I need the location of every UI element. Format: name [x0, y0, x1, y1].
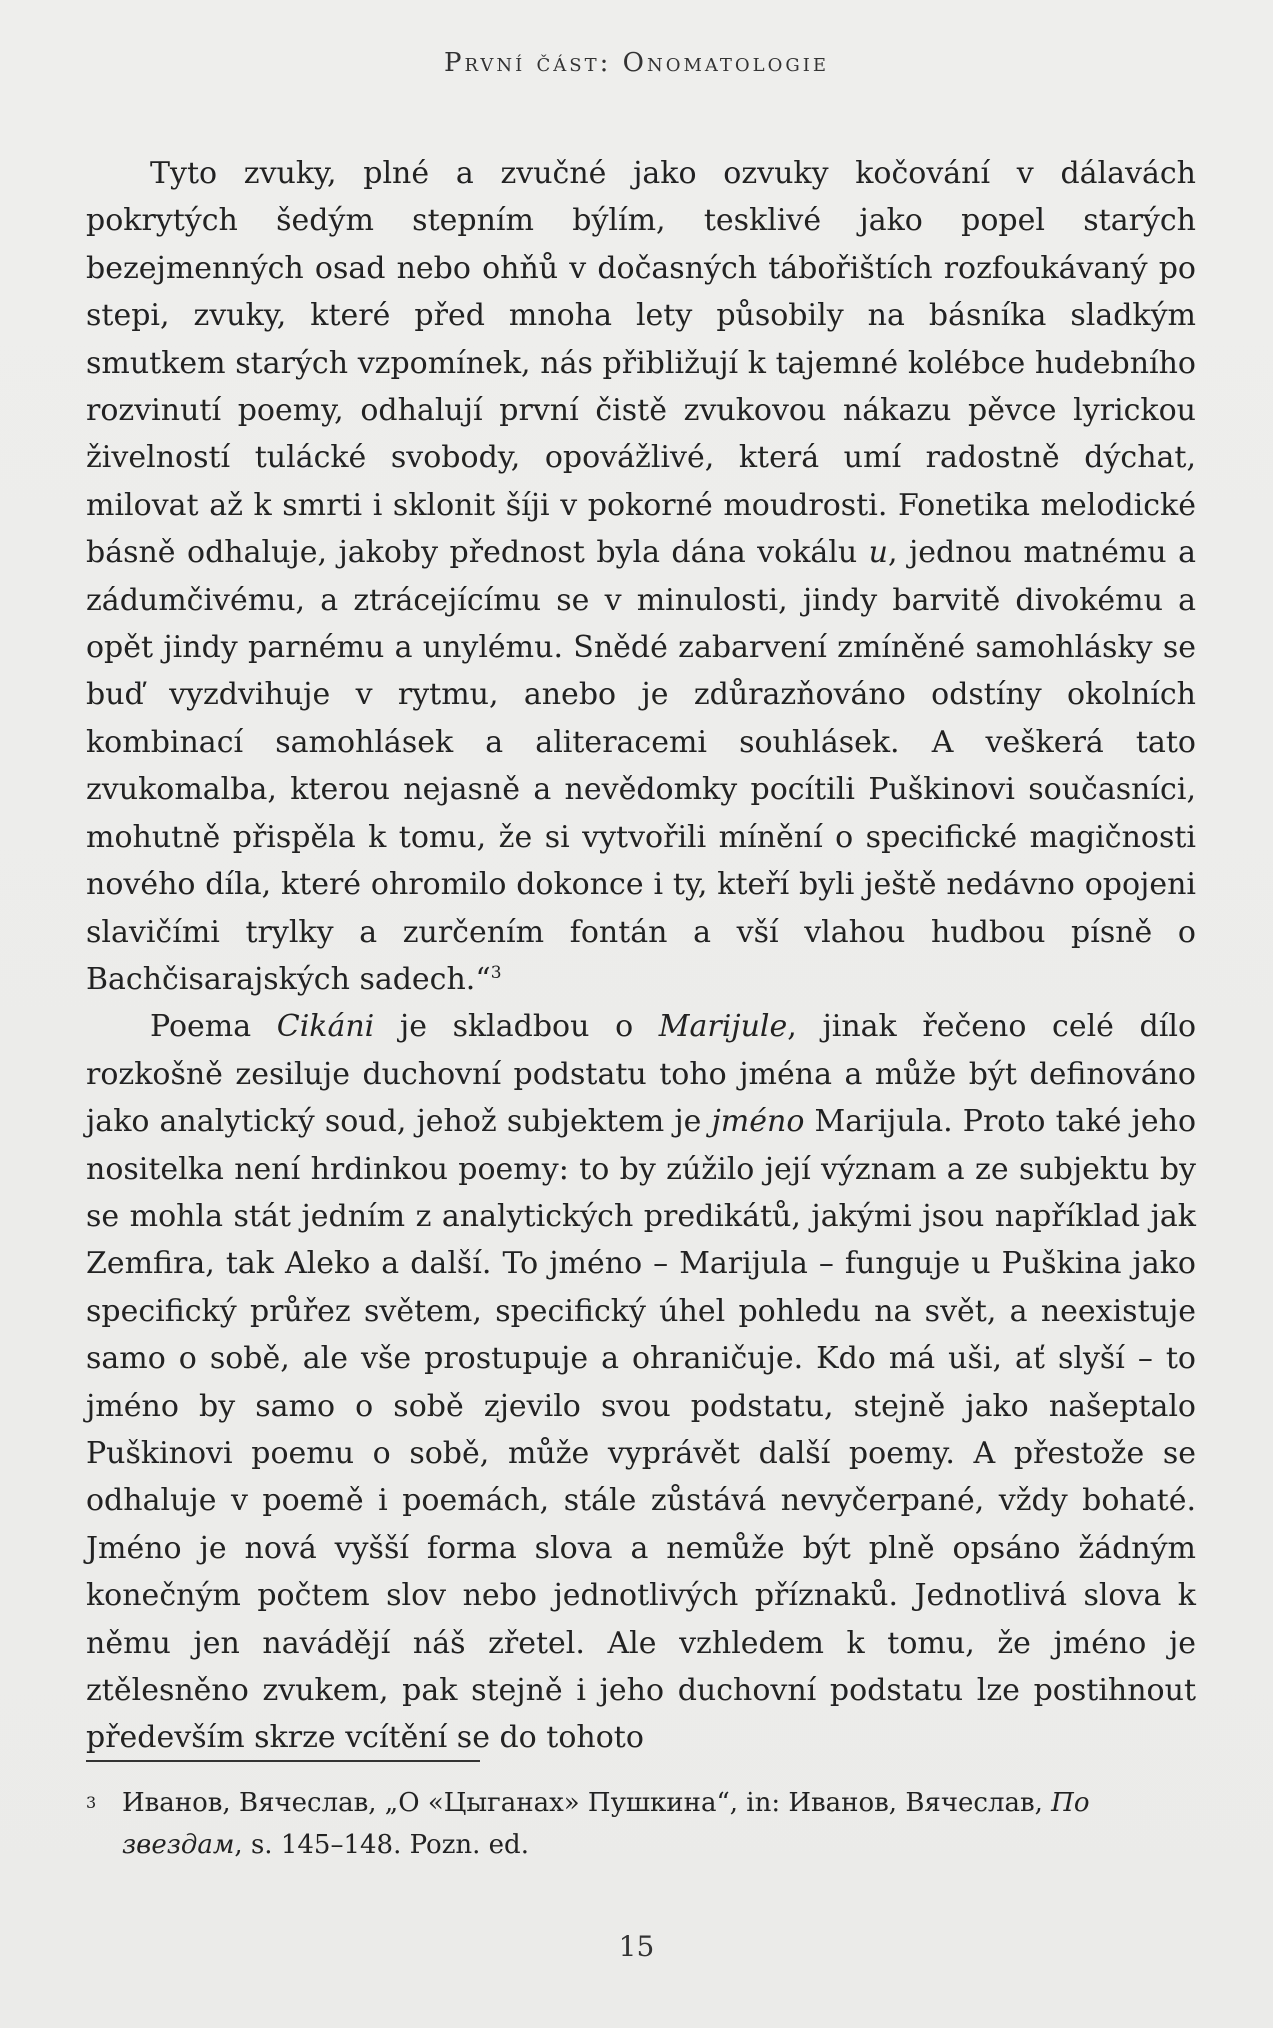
paragraph-1: Tyto zvuky, plné a zvučné jako ozvuky kočování v dálavách pokrytých šedým stepním býlím, tesklivé jako popel starých bezejmenných osad nebo ohňů v dočasných tábořištích rozfoukávaný po stepi, zvuky, které před mnoha lety působily na básníka sladkým smutkem starých vzpomínek, nás přibližují k tajemné kolébce hudebního rozvinutí poemy, odhalují první čistě zvukovou nákazu pěvce lyrickou živelností tulácké svobody, opovážlivé, která umí radostně dýchat, milovat až k smrti i sklonit šíji v pokorné moudrosti. Fonetika melodické básně odhaluje, jakoby přednost byla dána vokálu u, jednou matnému a zádumčivému, a ztrácejícímu se v minulosti, jindy barvitě divokému a opět jindy parnému a unylému. Snědé zabarvení zmíněné samohlásky se buď vyzdvihuje v rytmu, anebo je zdůrazňováno odstíny okolních kombinací samohlásek a aliteracemi souhlásek. A veškerá tato zvukomalba, kterou nejasně a nevědomky pocítili Puškinovi současníci, mohutně přispěla k tomu, že si vytvořili mínění o specifické magičnosti nového díla, které ohromilo dokonce i ty, kteří byli ještě nedávno opojeni slavičími trylky a zurčením fontán a vší vlahou hudbou písně o Bachčisarajských sadech.“$^3$ — [86, 156, 1196, 997]
paragraph-2: Poema Cikáni je skladbou o Marijule, jinak řečeno celé dílo rozkošně zesiluje duchovní podstatu toho jména a může být definováno jako analytický soud, jehož subjektem je jméno Marijula. Proto také jeho nositelka není hrdinkou poemy: to by zúžilo její význam a ze subjektu by se mohla stát jedním z analytických predikátů, jakými jsou například jak Zemfira, tak Aleko a další. To jméno – Marijula – funguje u Puškina jako specifický průřez světem, specifický úhel pohledu na svět, a neexistuje samo o sobě, ale vše prostupuje a ohraničuje. Kdo má uši, ať slyší – to jméno by samo o sobě zjevilo svou podstatu, stejně jako našeptalo Puškinovi poemu o sobě, může vyprávět další poemy. A přestože se odhaluje v poemě i poemách, stále zůstává nevyčerpané, vždy bohaté. Jméno je nová vyšší forma slova a nemůže být plně opsáno žádným konečným počtem slov nebo jednotlivých příznaků. Jednotlivá slova k němu jen navádějí náš zřetel. Ale vzhledem k tomu, že jméno je ztělesněno zvukem, pak stejně i jeho duchovní podstatu lze postihnout především skrze vcítění se do tohoto — [86, 1009, 1197, 1756]
footnote-number: 3 — [86, 1793, 97, 1812]
italic-marijule: Marijule — [658, 1009, 788, 1045]
italic-jmeno: jméno — [711, 1104, 805, 1140]
main-text — [86, 150, 1196, 1762]
footnote-text: Иванов, Вячеслав, „О «Цыганах» Пушкина“, in: Иванов, Вячеслав, По звездам, s. 145–148. Pozn. ed. — [122, 1788, 1090, 1860]
footnote — [86, 1782, 1196, 1866]
footnote-rule — [86, 1760, 480, 1762]
footnote-ref: 3 — [490, 962, 502, 983]
page-number: 15 — [618, 1930, 655, 1963]
footnote-italic-title: По звездам — [122, 1788, 1090, 1860]
italic-cikani: Cikáni — [276, 1009, 375, 1045]
running-head: První část: Onomatologie — [443, 48, 830, 78]
italic-u: u — [868, 535, 888, 571]
